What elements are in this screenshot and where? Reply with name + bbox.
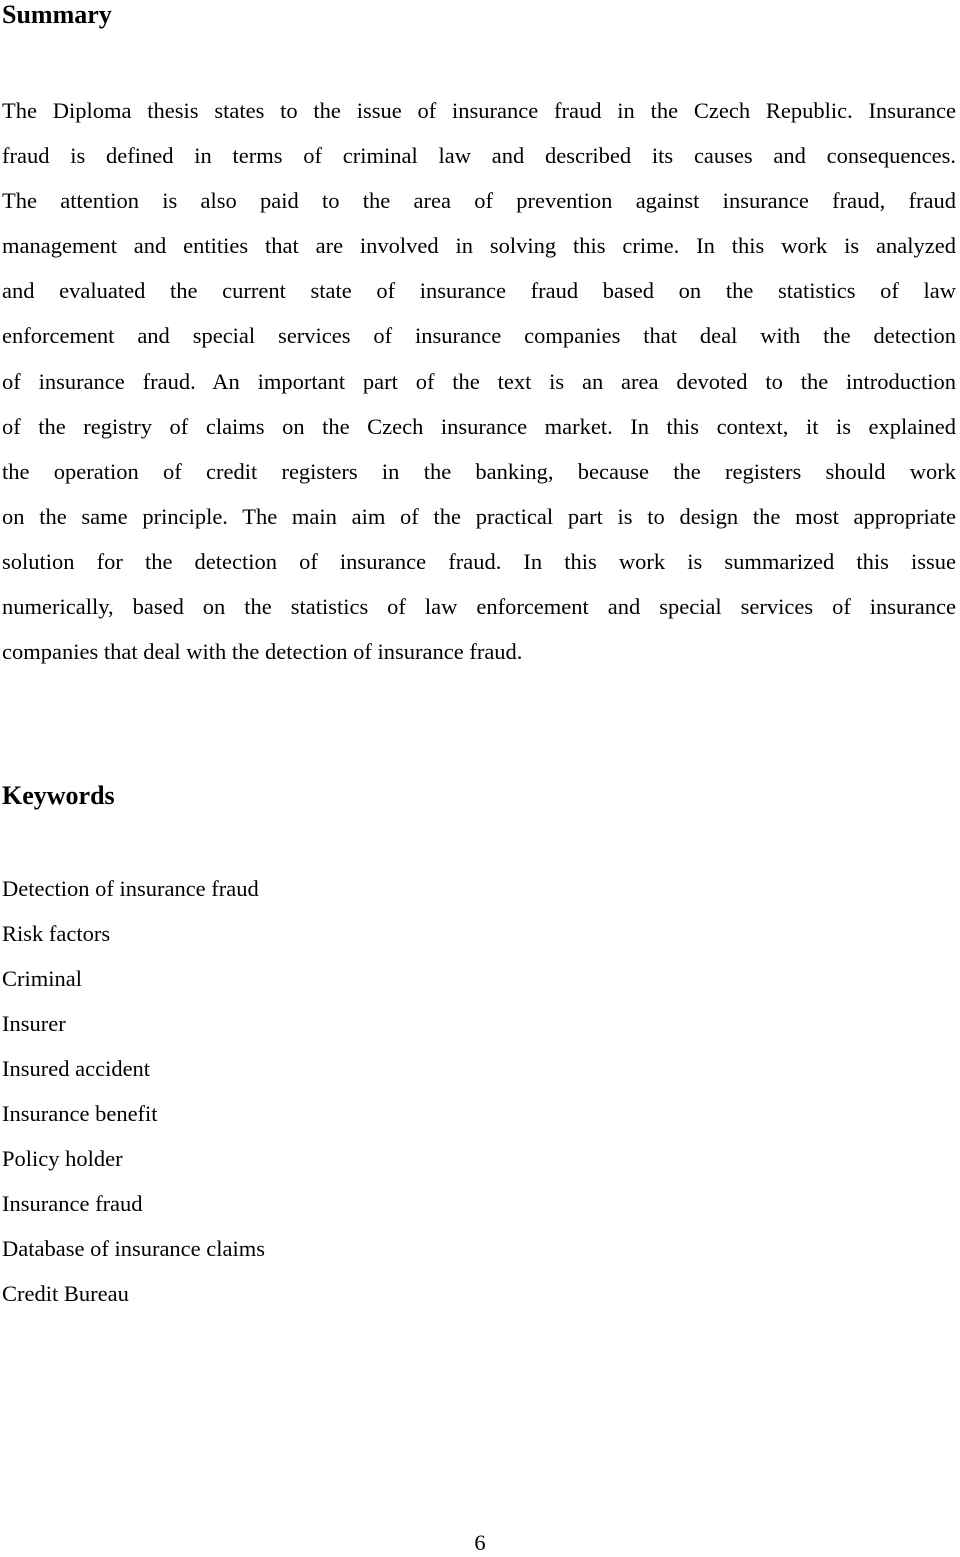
page-number: 6 (474, 1530, 486, 1555)
summary-line: management and entities that are involved in solving this crime. In this work is analyzed (2, 233, 956, 259)
summary-line: The Diploma thesis states to the issue of insurance fraud in the Czech Republic. Insurance (2, 98, 956, 123)
summary-line: of the registry of claims on the Czech insurance market. In this context, it is explained (2, 413, 956, 439)
keyword-item: Insurance fraud (2, 1191, 143, 1216)
summary-line: solution for the detection of insurance fraud. In this work is summarized this issue (2, 548, 956, 574)
keyword-item: Risk factors (2, 921, 111, 946)
keyword-item: Credit Bureau (2, 1281, 129, 1306)
summary-line: numerically, based on the statistics of law enforcement and special services of insurance (2, 594, 956, 620)
summary-line: of insurance fraud. An important part of the text is an area devoted to the introduction (2, 368, 956, 394)
summary-line: fraud is defined in terms of criminal law and described its causes and consequences. (2, 143, 956, 169)
keyword-item: Insured accident (2, 1056, 151, 1081)
summary-line: the operation of credit registers in the banking, because the registers should work (2, 458, 956, 484)
keyword-item: Insurance benefit (2, 1101, 158, 1126)
keywords-heading: Keywords (2, 781, 115, 810)
summary-line: on the same principle. The main aim of the practical part is to design the most appropriate (2, 503, 956, 529)
summary-line: enforcement and special services of insurance companies that deal with the detection (2, 323, 956, 349)
keyword-item: Criminal (2, 966, 82, 991)
summary-paragraph (2, 88, 956, 674)
keyword-item: Insurer (2, 1011, 66, 1036)
summary-heading: Summary (2, 0, 112, 29)
keywords-list (2, 866, 265, 1316)
summary-line: companies that deal with the detection of insurance fraud. (2, 639, 523, 665)
keyword-item: Policy holder (2, 1146, 123, 1171)
summary-line: and evaluated the current state of insurance fraud based on the statistics of law (2, 278, 956, 304)
keyword-item: Database of insurance claims (2, 1236, 266, 1261)
keyword-item: Detection of insurance fraud (2, 876, 259, 901)
summary-line: The attention is also paid to the area of prevention against insurance fraud, fraud (2, 188, 956, 214)
